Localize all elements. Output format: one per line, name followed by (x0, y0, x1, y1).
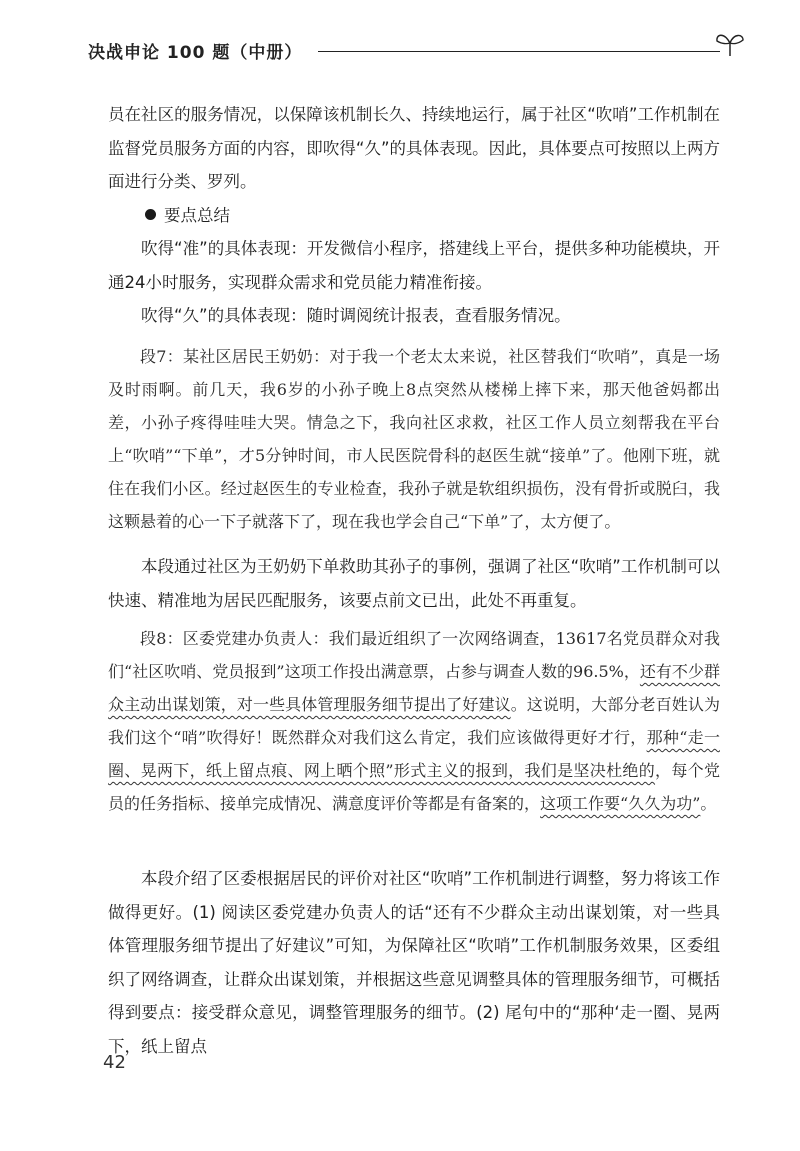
book-title: 决战申论 100 题（中册） (88, 43, 303, 63)
p8-underline-long-term: 这项工作要“久久为功” (540, 794, 701, 813)
running-header (88, 38, 730, 68)
summary-point-lasting: 吹得“久”的具体表现：随时调阅统计报表，查看服务情况。 (141, 306, 571, 325)
p8-text-d: 。 (700, 794, 717, 813)
p8-text-c: ，每个党员的任务指标、接单完成情况、满意度评价等都是有备案的， (108, 761, 720, 813)
analysis-paragraph-7: 本段通过社区为王奶奶下单救助其孙子的事例，强调了社区“吹哨”工作机制可以快速、精准地为居民匹配服务，该要点前文已出，此处不再重复。 (108, 557, 720, 610)
summary-point-accurate: 吹得“准”的具体表现：开发微信小程序，搭建线上平台，提供多种功能模块，开通24小时服务，实现群众需求和党员能力精准衔接。 (108, 239, 720, 292)
material-paragraph-7: 段7：某社区居民王奶奶：对于我一个老太太来说，社区替我们“吹哨”，真是一场及时雨啊。前几天，我6岁的小孙子晚上8点突然从楼梯上摔下来，那天他爸妈都出差，小孙子疼得哇哇大哭。情急之下，我向社区求救，社区工作人员立刻帮我在平台上“吹哨”“下单”，才5分钟时间，市人民医院骨科的赵医生就“接单”了。他刚下班，就住在我们小区。经过赵医生的专业检查，我孙子就是软组织损伤，没有骨折或脱臼，我这颗悬着的心一下子就落下了，现在我也学会自己“下单”了，太方便了。 (108, 347, 720, 531)
analysis-paragraph-8: 本段介绍了区委根据居民的评价对社区“吹哨”工作机制进行调整，努力将该工作做得更好。(1) 阅读区委党建办负责人的话“还有不少群众主动出谋划策，对一些具体管理服务细节提出了好建议”可知，为保障社区“吹哨”工作机制服务效果，区委组织了网络调查，让群众出谋划策，并根据这些意见调整具体的管理服务细节，可概括得到要点：接受群众意见，调整管理服务的细节。(2) 尾句中的“那种‘走一圈、晃两下，纸上留点 (108, 869, 720, 1056)
p8-text-a: 段8：区委党建办负责人：我们最近组织了一次网络调查，13617名党员群众对我们“社区吹哨、党员报到”这项工作投出满意票，占参与调查人数的96.5%， (108, 629, 720, 681)
p8-underline-suggestions: 还有不少群众主动出谋划策，对一些具体管理服务细节提出了好建议 (108, 662, 720, 714)
bullet-icon (145, 209, 156, 220)
p8-text-b: 。这说明，大部分老百姓认为我们这个“哨”吹得好！既然群众对我们这么肯定，我们应该做得更好才行， (108, 695, 720, 747)
paragraph-continuation: 员在社区的服务情况，以保障该机制长久、持续地运行，属于社区“吹哨”工作机制在监督党员服务方面的内容，即吹得“久”的具体表现。因此，具体要点可按照以上两方面进行分类、罗列。 (108, 105, 720, 191)
page-number: 42 (103, 1052, 126, 1073)
material-paragraph-8 (108, 622, 720, 820)
summary-heading-text: 要点总结 (164, 206, 230, 225)
p8-underline-formalism: 那种“走一圈、晃两下，纸上留点痕、网上晒个照”形式主义的报到，我们是坚决杜绝的 (108, 728, 720, 780)
header-rule (318, 51, 720, 52)
sprout-icon (714, 28, 746, 58)
summary-heading (108, 199, 720, 233)
